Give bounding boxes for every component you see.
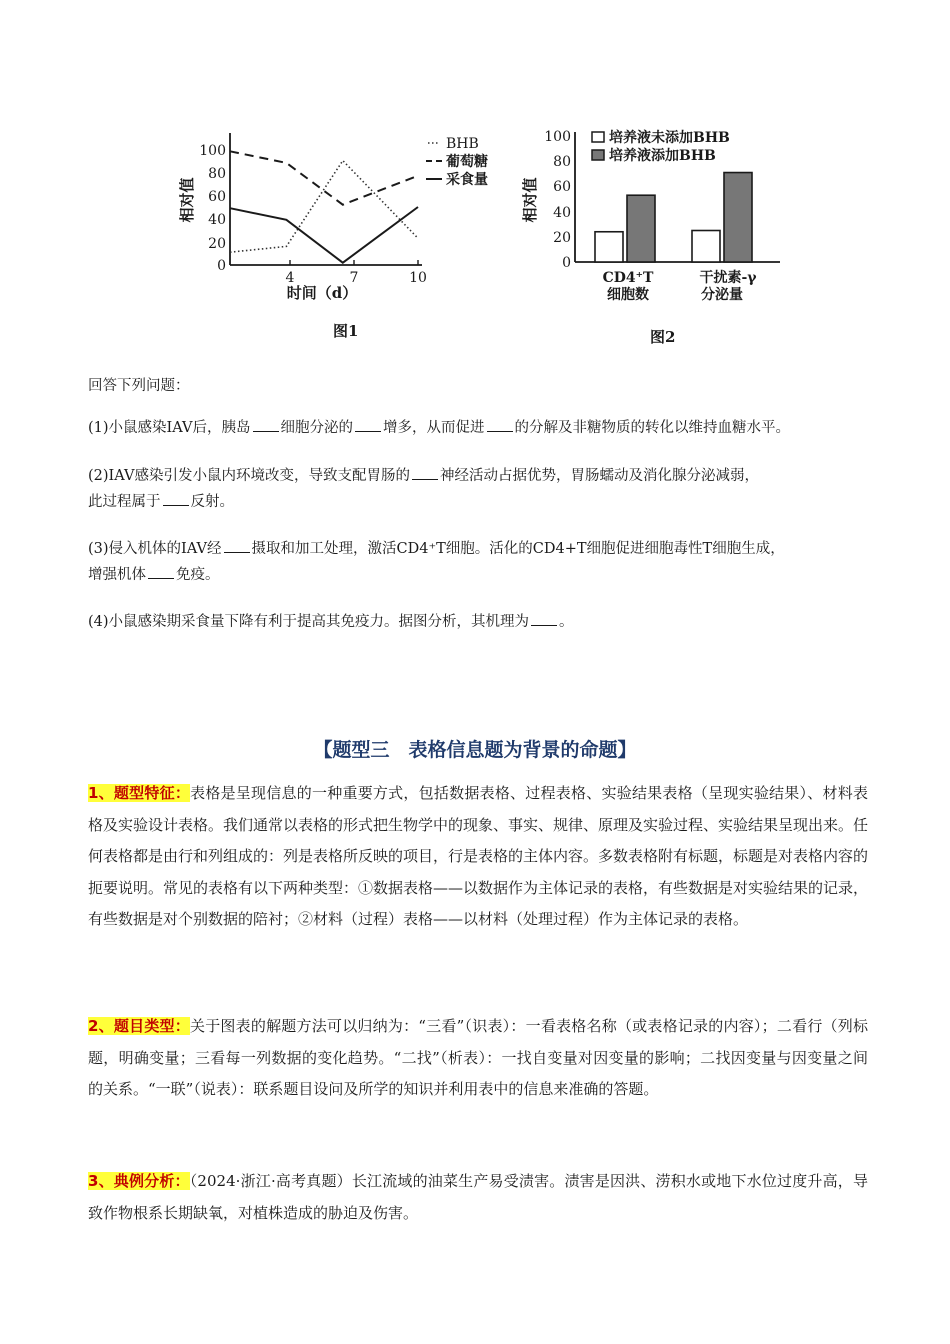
q1-text: 增多，从而促进	[383, 420, 485, 436]
figure2-caption: 图2	[650, 328, 676, 346]
paragraph-text: 关于图表的解题方法可以归纳为：“三看”（识表）：一看表格名称（或表格记录的内容）；二看行（列标题，明确变量；三看每一列数据的变化趋势。“二找”（析表）：一找自变量对因变量的影响；二找因变量与因变量之间的关系。“一联”（说表）：联系题目设问及所学的知识并利用表中的信息来准确的答题。	[88, 1017, 868, 1098]
series-line-feed-intake	[230, 207, 418, 263]
bar-bhb-1	[724, 173, 752, 262]
x-tick-label: 10	[409, 270, 427, 286]
category-label: 细胞数	[607, 287, 649, 303]
y-tick-label: 100	[199, 143, 226, 159]
section-title: 【题型三 表格信息题为背景的命题】	[313, 739, 637, 761]
q2-text: 神经活动占据优势，胃肠蠕动及消化腺分泌减弱，	[440, 468, 759, 484]
q2-text: (2)IAV感染引发小鼠内环境改变，导致支配胃肠的	[88, 468, 410, 484]
category-label: 分泌量	[701, 287, 743, 303]
bar-no-bhb-0	[595, 232, 623, 262]
y-tick-label: 60	[553, 179, 571, 195]
section-paragraph-1	[88, 778, 868, 936]
question-4	[88, 609, 878, 635]
highlight-label: 2、题目类型：	[88, 1017, 190, 1035]
q2-text: 此过程属于	[88, 494, 161, 510]
figure1-caption: 图1	[333, 322, 359, 340]
y-tick-label: 20	[553, 230, 571, 246]
question-2	[88, 463, 878, 515]
y-axis-label: 相对值	[521, 177, 539, 223]
question-1	[88, 415, 878, 441]
questions-intro	[88, 373, 878, 399]
y-tick-label: 20	[208, 236, 226, 252]
figure2	[510, 122, 790, 307]
section-paragraph-3	[88, 1166, 868, 1229]
legend-label-glucose: 葡萄糖	[446, 154, 488, 170]
legend-label-bhb: 培养液添加BHB	[609, 148, 716, 164]
y-axis-label: 相对值	[178, 177, 196, 223]
bar-bhb-0	[627, 195, 655, 262]
intro-text: 回答下列问题：	[88, 378, 190, 394]
y-tick-label: 80	[553, 154, 571, 170]
y-tick-label: 40	[208, 212, 226, 228]
answer-blank	[148, 564, 174, 579]
answer-blank	[163, 491, 189, 506]
section-paragraph-2	[88, 1011, 868, 1106]
answer-blank	[531, 611, 557, 626]
answer-blank	[253, 417, 279, 432]
highlight-label: 1、题型特征：	[88, 784, 191, 802]
y-tick-label: 80	[208, 166, 226, 182]
paragraph-text: 表格是呈现信息的一种重要方式，包括数据表格、过程表格、实验结果表格（呈现实验结果）、材料表格及实验设计表格。我们通常以表格的形式把生物学中的现象、事实、规律、原理及实验过程、实验结果呈现出来。任何表格都是由行和列组成的：列是表格所反映的项目，行是表格的主体内容。多数表格附有标题，标题是对表格内容的扼要说明。常见的表格有以下两种类型：①数据表格——以数据作为主体记录的表格，有些数据是对实验结果的记录，有些数据是对个别数据的陪衬；②材料（过程）表格——以材料（处理过程）作为主体记录的表格。	[88, 784, 869, 928]
y-tick-label: 0	[217, 258, 226, 274]
y-tick-label: 100	[544, 129, 571, 145]
q3-text: (3)侵入机体的IAV经	[88, 541, 222, 557]
answer-blank	[355, 417, 381, 432]
legend-swatch-no-bhb	[592, 132, 604, 142]
figure1	[170, 125, 510, 310]
q1-text: 细胞分泌的	[280, 420, 353, 436]
question-3	[88, 536, 878, 588]
series-line-glucose	[230, 151, 418, 204]
x-axis-label: 时间（d）	[286, 284, 358, 302]
answer-blank	[412, 465, 438, 480]
q2-text: 反射。	[190, 494, 234, 510]
q3-text: 免疫。	[176, 567, 220, 583]
answer-blank	[487, 417, 513, 432]
legend-label-no-bhb: 培养液未添加BHB	[609, 130, 730, 146]
y-tick-label: 0	[562, 255, 571, 271]
q3-text: 增强机体	[88, 567, 146, 583]
category-label: 干扰素-γ	[699, 270, 757, 286]
y-tick-label: 40	[553, 205, 571, 221]
legend-label-bhb: BHB	[446, 136, 479, 152]
highlight-label: 3、典例分析：	[88, 1172, 190, 1190]
x-tick-label: 4	[285, 270, 295, 286]
q4-text: (4)小鼠感染期采食量下降有利于提高其免疫力。据图分析，其机理为	[88, 614, 530, 630]
q1-text: 的分解及非糖物质的转化以维持血糖水平。	[514, 420, 790, 436]
q1-text: (1)小鼠感染IAV后，胰岛	[88, 420, 251, 436]
bar-no-bhb-1	[692, 231, 720, 263]
legend-label-feed-intake: 采食量	[446, 172, 488, 188]
paragraph-text: （2024·浙江·高考真题）长江流域的油菜生产易受渍害。渍害是因洪、涝积水或地下水位过度升高，导致作物根系长期缺氧，对植株造成的胁迫及伤害。	[88, 1172, 868, 1222]
x-tick-label: 7	[349, 270, 359, 286]
y-tick-label: 60	[208, 189, 226, 205]
q3-text: 摄取和加工处理，激活CD4⁺T细胞。活化的CD4+T细胞促进细胞毒性T细胞生成，	[251, 541, 785, 557]
figure2-chart	[510, 122, 790, 307]
answer-blank	[224, 538, 250, 553]
figure1-chart	[170, 125, 510, 310]
series-line-bhb	[230, 161, 418, 253]
legend-swatch-bhb	[592, 150, 604, 160]
q4-text: 。	[559, 614, 574, 630]
category-label: CD4⁺T	[602, 270, 654, 286]
